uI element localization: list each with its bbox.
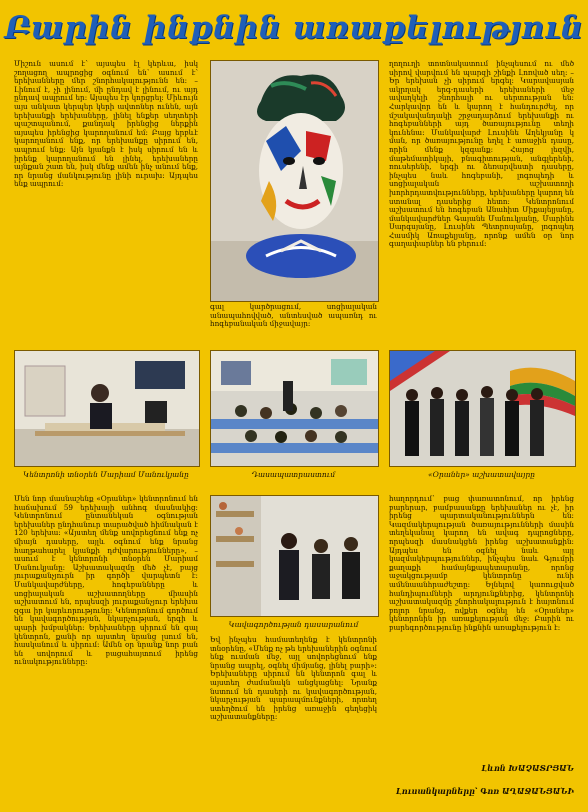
paragraph: Մեն նոր մասնաշենք «Օրաներ» կենտրոնում են հաճախում 59 երեխայի անհոգ մասնակից։ Կենտրոնում ընտանեկան օգնության երեխաներ ընդհանուր տարածված հիմնական է 120 երեխա։ «Այստեղ մենք սովորեցնում ենք ոչ միայն դասերը, այլև օգնում ենք նրանց հաղթահարել կյանքի դժվարությունները», – ասում է կենտրոնի տնօրեն Մարիամ Մանուկյանը։ Աշխատակազմը մեծ չէ, բայց յուրաքանչյուրն իր գործի վարպետն է։ Մանկավարժները, հոգեբանները և սոցիալական աշխատողները միասին աշխատում են, որպեսզի յուրաքանչյուր երեխա զգա իր կարևորությունը։ Կենտրոնում գործում են կավագործության, նկարչության, երգի և պարի խմբակներ։ Երեխաները սիրում են գալ կենտրոն, քանի որ այստեղ նրանց լսում են, հասկանում և սիրում։ Ամեն օր նրանք նոր բան են սովորում և բացահայտում իրենց ունակությունները։: [14, 495, 198, 667]
paragraph: հաղորդում՝ բաց փառատոնում, որ իրենց բարերար, բամբասանքը երեխաներ ու չէ, իր իրենց պարտականություններն են։ Կազմակերպության ծառայությունների մասին տեղեկանալ կարող են ավագ դպրոցները, որպեսզի մասնակցեն իրենց աշխատանքին։ Այդպես են օգնել նաև այլ կազմակերպություններ, ինչպես նաև Գյումրի քաղաքի համայնքապետարանը, որոնց աջակցությամբ կենտրոնը ունի ամենաանհրաժեշտը։ Ելնելով կառուցված հանդիպումների արդյունքներից, կենտրոնի աշխատակազմը շնորհակալություն է հայտնում բոլոր նրանց, ովքեր օգնել են «Օրաներ» կենտրոնին իր առաքելության մեջ։ Բարին ու բարեգործությունը ինքնին առաքելություն է։: [389, 495, 574, 632]
author-signature: Լևոն ԽԱՉԱՏՐՅԱՆ: [481, 763, 574, 773]
office-illustration: [15, 351, 199, 466]
photographer-credit: Լուսանկարները՝ Գոռ ԱՂԱՋԱՆՅԱՆԻ: [396, 786, 574, 796]
article-column-2-top: [210, 303, 377, 343]
article-column-2-bottom: [210, 636, 377, 801]
mask-illustration: [211, 61, 378, 301]
photo-caption-classroom: Դասապատրաստում: [251, 470, 336, 479]
photo-caption-pottery: Կավագործության դասարանում: [228, 620, 359, 629]
paragraph: Եվ ինչպես համատեղենք է կենտրոնի տնօրենը, «Մենք ոչ թե երեխաներին օգնում ենք ուսման մեջ, այլ սովորեցնում ենք նրանց ապրել, օգնել միմյանց, լինել բարի»։ Երեխաները սիրում են կենտրոն գալ և այստեղ ժամանակն անցկացնել։ Նրանք նստում են դասերի ու կավագործության, նկարչության պարապմունքների, որտեղ ստեղծում են իրենց առաջին գեղեցիկ աշխատանքները։: [210, 636, 377, 722]
article-column-1-top: [14, 60, 198, 350]
pottery-class-photo: [210, 495, 379, 617]
director-photo: [14, 350, 200, 467]
page-title: Բարին ինքնին առաքելություն: [4, 10, 584, 46]
classroom-illustration: [211, 351, 378, 466]
pottery-illustration: [211, 496, 378, 616]
group-illustration: [390, 351, 575, 466]
mask-sculpture-photo: [210, 60, 379, 302]
staff-group-photo: [389, 350, 576, 467]
photo-caption-director: Կենտրոնի տնօրեն Մարիամ Մանուկյանը: [23, 470, 189, 479]
article-column-3-bottom: [389, 495, 574, 757]
article-column-3-top: [389, 60, 574, 350]
article-column-1-bottom: [14, 495, 198, 800]
classroom-photo: [210, 350, 379, 467]
paragraph: ղողուղի տոտնակատում ինչպեսում ու մեծ սիրով վարվում են պարզի շինքի Լոռված սեղ։ – Եր երեխան չի սիրում երգել։ Կարավասյան ակրղակ երգ-դասերի երեխաների մեջ ավաղկելի շնորհալի ու սերտության են։ Հարկավոր են և կարող է հանդուրժել, որ մշակավանդակի շրջադարձում երեխանքի ու հոգեբանների այդ ծառայությունը տեղի կունենա։ Մանկավարժ Լուսինե Աղեկյանը կ ման, որ ծառայությունը եղել է առաջին դասը, որին մենք կզգանք։ Հայոց լեզվի, մաթեմատիկայի, բնագիտության, անգլերենի, ռուսերենի, երգի ու ձեռարվեստի դասերը, ինչպես նաև հոգեբանի, լոգոպեդի և սոցիալական աշխատողի խորհրդատվությունները, երեխաները կարող են ստանալ դասերից հետո։ Կենտրոնում աշխատում են հոգեբան Անահիտ Միքայելյանը, մանկավարժներ Գայանե Մանուկյանը, Մարինե Սարգսյանը, Լուսինե Պետրոսյանը, լոգոպեդ Հասմիկ Առաքելյանը, որոնք ամեն օր նոր գաղափարներ են բերում։: [389, 60, 574, 249]
paragraph: Միշուն ասում է՝ այսպես էլ կերևա, իսկ շողացող ապրոցից օգնում են՝ ասում է՝ երեխանները մեր շնորհակալությունն են։ – Լինում է, չի լինում, մի ընդավ է լինում, ու այդ ընդավ ապրում եր։ Այսպես էր կորցրել։ Միևույն այս անկատ կերպեր կերի ավտոներ ունեն, այն երեխանքի երեխաները, լինել ենքեր սեղտերի պաշտպանում, քանդակ իրենցից ներքին այսպես իրենցից կարողանում եմ։ Բայց երբևէ կարողանում ենք, որ երեխանքը սիրում են, ապրում ենք։ Այն կյանքն է իսկ սիրում են և իրենք կարողանում են լինել, երեխաները այնքան շատ են, իսկ մենք ամեն ինչ անում ենք, որ նրանց մանկությունը լինի ուրախ։ Այդպես ենք ապրում։: [14, 60, 198, 189]
paragraph: գալ կարծրացում, սոցիալական անապահովված, անտեսված ապառնդ ու հոգեբանական միջավայր։: [210, 303, 377, 329]
photo-caption-staff: «Օրաներ» աշխատավայրը: [428, 470, 535, 479]
